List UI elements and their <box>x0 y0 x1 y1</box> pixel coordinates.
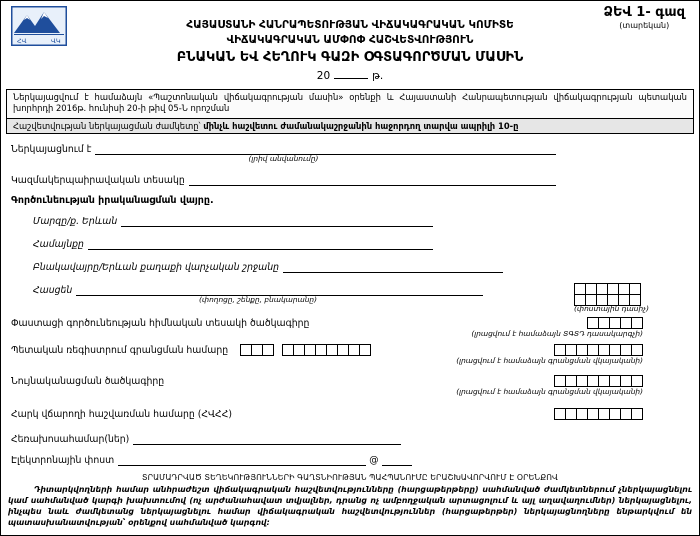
legal-type-label: Կազմակերպաիրավական տեսակը <box>11 174 185 186</box>
deadline-value: մինչև հաշվետու ժամանակաշրջանին հաջորդող տարվա ապրիլի 10-ը <box>203 120 519 131</box>
confidentiality-notice: ՏՐԱՄԱԴՐՎԱԾ ՏԵՂԵԿՈՒԹՅՈՒՆՆԵՐԻ ԳԱՂՏՆԻՈՒԹՅԱՆ ՊԱՀՊԱՆՈՒՄԸ ԵՐԱՇԽԱՎՈՐՎՈՒՄ Է ՕՐԵՆՔՈՎ <box>142 473 558 483</box>
id-code-caption: (լրացվում է համաձայն գրանցման վկայականի) <box>456 387 643 397</box>
logo-right-mark: ՎԿ <box>51 37 61 45</box>
presented-by-input-line[interactable] <box>95 142 556 155</box>
state-register-label: Պետական ռեգիստրում գրանցման համարը <box>11 344 229 356</box>
code-box[interactable] <box>631 375 643 387</box>
logo-left-mark: ՀՎ <box>17 37 27 45</box>
postal-code-caption: (փոստային դասիչ) <box>574 303 649 313</box>
at-sign: @ <box>369 455 379 467</box>
state-register-boxes-group-b[interactable] <box>282 344 371 356</box>
email-local-input-line[interactable] <box>118 453 366 466</box>
presented-by-label: Ներկայացնում է <box>11 143 92 155</box>
marz-label: Մարզը/ք. Երևան <box>33 215 118 227</box>
year-input-blank[interactable] <box>334 69 368 79</box>
tin-label: Հարկ վճարողի հաշվառման համարը (ՀՎՀՀ) <box>11 408 232 420</box>
year-prefix: 20 <box>316 70 331 82</box>
email-domain-input-line[interactable] <box>382 453 412 466</box>
address-label: Հասցեն <box>33 284 73 296</box>
state-register-boxes-group-a[interactable] <box>240 344 274 356</box>
form-body <box>1 134 699 466</box>
deadline-bar <box>7 118 693 133</box>
code-box[interactable] <box>262 344 274 356</box>
field-settlement <box>33 260 503 273</box>
code-box[interactable] <box>631 317 643 329</box>
report-type: ՎԻՃԱԿԱԳՐԱԿԱՆ ԱՄՓՈՓ ՀԱՇՎԵՏՎՈՒԹՅՈՒՆ <box>226 34 474 46</box>
org-title: ՀԱՅԱՍՏԱՆԻ ՀԱՆՐԱՊԵՏՈՒԹՅԱՆ ՎԻՃԱԿԱԳՐԱԿԱՆ ԿՈՄԻՏԵ <box>186 19 514 31</box>
phone-label: Հեռախոսահամար(ներ) <box>11 434 130 446</box>
field-state-register <box>11 344 689 356</box>
state-register-caption: (լրացվում է համաձայն գրանցման վկայականի) <box>456 356 643 366</box>
form-period: (տարեկան) <box>619 21 670 30</box>
field-activity-code <box>11 317 689 329</box>
field-email <box>11 453 689 466</box>
code-box[interactable] <box>359 344 371 356</box>
community-label: Համայնքը <box>33 238 84 250</box>
year-line <box>1 69 699 82</box>
field-phone <box>11 432 401 445</box>
legal-type-input-line[interactable] <box>189 173 556 186</box>
postal-code-block <box>574 283 649 314</box>
activity-location-heading: Գործունեության իրականացման վայրը. <box>11 194 214 206</box>
legal-block <box>6 89 694 134</box>
field-community <box>33 237 433 250</box>
field-tin <box>11 408 689 420</box>
year-suffix: թ. <box>372 70 384 82</box>
liability-note: Դիտարկվողների համար անհրաժեշտ վիճակագրական հաշվետվությունները (հարցաթերթերը) սահմանված ժամկետներում չներկայացնելու կամ սահմանված կարգի խախտումով (ոչ արժանահավատ տվյալներ, դրանց ոչ ամբողջական արտացոլում և այլ աղավաղումներ) ներկայացնելու, ինչպես նաև ժամկետանց ներկայացնելու համար վիճակագրական հաշվետվություններ (հարցաթերթեր) ներկայացնողները ենթարկվում են պատասխանատվության՝ օրենքով սահմանված կարգով: <box>8 485 692 527</box>
code-box[interactable] <box>631 408 643 420</box>
address-left <box>33 283 505 305</box>
field-legal-type <box>11 173 556 186</box>
address-caption: (փողոցը, շենքը, բնակարանը) <box>199 294 317 304</box>
marz-input-line[interactable] <box>121 214 433 227</box>
presented-by-caption: (լրիվ անվանումը) <box>248 153 319 163</box>
email-label: Էլեկտրոնային փոստ <box>11 455 115 467</box>
mountain-logo-icon <box>11 6 67 46</box>
field-presented-by <box>11 142 556 155</box>
id-code-boxes[interactable] <box>554 375 643 387</box>
activity-code-boxes[interactable] <box>587 317 643 329</box>
address-input-line[interactable] <box>76 283 483 296</box>
field-marz <box>33 214 433 227</box>
id-code-label: Նույնականացման ծածկագիրը <box>11 375 165 387</box>
address-row <box>33 283 483 296</box>
form-header <box>1 1 699 82</box>
community-input-line[interactable] <box>88 237 433 250</box>
code-box[interactable] <box>631 344 643 356</box>
armstat-logo <box>11 6 67 46</box>
phone-input-line[interactable] <box>133 432 401 445</box>
activity-code-caption: (լրացվում է համաձայն ՏԳՏԴ դասակարգչի) <box>471 329 643 339</box>
form-code: ՁԵՎ 1- գազ <box>603 5 685 20</box>
field-address <box>11 283 689 314</box>
form-code-block <box>604 5 685 30</box>
page-title: ԲՆԱԿԱՆ ԵՎ ՀԵՂՈՒԿ ԳԱԶԻ ՕԳՏԱԳՈՐԾՄԱՆ ՄԱՍԻՆ <box>176 50 524 65</box>
state-register-boxes[interactable] <box>554 344 643 356</box>
deadline-label: Հաշվետվության ներկայացման ժամկետը՝ <box>13 120 201 131</box>
activity-code-label: Փաստացի գործունեության հիմնական տեսակի ծածկագիրը <box>11 317 310 329</box>
field-id-code <box>11 375 689 387</box>
tin-boxes[interactable] <box>554 408 643 420</box>
legal-basis-text: Ներկայացվում է համաձայն «Պաշտոնական վիճակագրության մասին» օրենքի և Հայաստանի Հանրապետության վիճակագրության պետական խորհրդի 2016թ. հունիսի 20-ի թիվ 05-Ն որոշման <box>7 90 693 118</box>
settlement-label: Բնակավայրը/Երևան քաղաքի վարչական շրջանը <box>33 261 280 273</box>
settlement-input-line[interactable] <box>283 260 503 273</box>
